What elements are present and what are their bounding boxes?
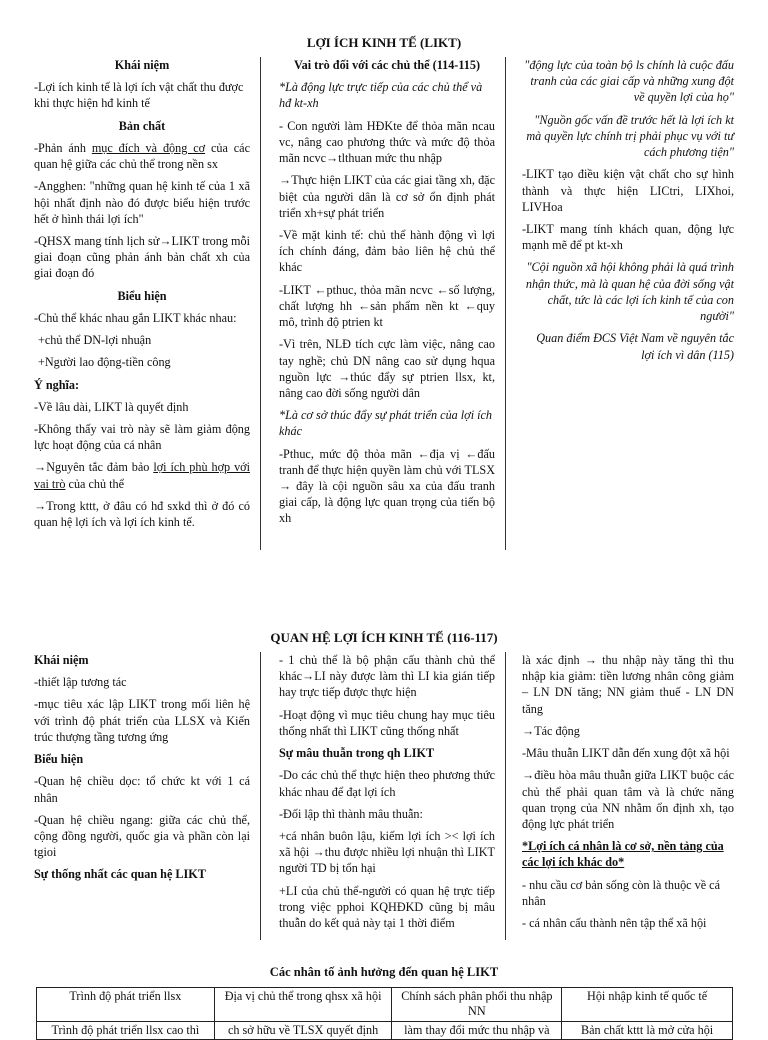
heading-mau-thuan: Sự mâu thuẫn trong qh LIKT bbox=[279, 746, 435, 761]
table-header-cell: Chính sách phân phối thu nhập NN bbox=[392, 988, 562, 1022]
section2-col-3 bbox=[522, 652, 734, 937]
heading-khai-niem: Khái niệm bbox=[114, 58, 170, 72]
table-cell: Trình độ phát triển llsx cao thì bbox=[37, 1021, 215, 1039]
text-y-nghia-4: →Trong kttt, ở đâu có hđ sxkd thì ở đó có quan hệ lợi ích và lợi ích kinh tế. bbox=[34, 498, 250, 530]
text-mt-3: +cá nhân buôn lậu, kiếm lợi ích >< lợi ích xã hội →thu được nhiều lợi nhuận thì LIKT người TD bị tổn hại bbox=[279, 828, 495, 876]
text-vai-tro-4: -LIKT ←pthuc, thỏa mãn ncvc ←số lượng, chất lượng hh ←sản phẩm nền kt ←quy mô, trình độ ptrien kt bbox=[279, 282, 495, 330]
text-c3-6: - nhu cầu cơ bản sống còn là thuộc về cá nhân bbox=[522, 877, 720, 908]
text-y-nghia-1: -Về lâu dài, LIKT là quyết định bbox=[34, 399, 189, 414]
heading-bieu-hien: Biểu hiện bbox=[117, 288, 167, 303]
text-vai-tro-5: -Vì trên, NLĐ tích cực làm việc, nâng cao tay nghề; chủ DN nâng cao sử dụng hqua nguồn lực →thúc đẩy sự ptrien llsx, kt, nâng cao đời sống người dân bbox=[279, 337, 495, 400]
text-y-nghia-2: -Không thấy vai trò này sẽ làm giảm động lực hoạt động của cá nhân bbox=[34, 421, 250, 453]
heading-thong-nhat: Sự thống nhất các quan hệ LIKT bbox=[34, 867, 206, 882]
section1-col-vai-tro bbox=[279, 57, 506, 550]
text-qh-1: -thiết lập tương tác bbox=[34, 675, 127, 690]
text-c3-7: - cá nhân cấu thành nên tập thể xã hội bbox=[522, 916, 707, 931]
quote-2: "Nguồn gốc vấn đề trước hết là lợi ích kt mà quyền lực chính trị phải phục vụ với tư cách phương tiện" bbox=[526, 112, 734, 160]
section3-title: Các nhân tố ảnh hưởng đến quan hệ LIKT bbox=[269, 965, 499, 979]
section1-col-trich-dan bbox=[522, 57, 734, 369]
text-ban-chat-3: -QHSX mang tính lịch sử→LIKT trong mỗi giai đoạn cũng phản ánh bản chất xh của giai đoạn đó bbox=[34, 233, 250, 281]
text-bieu-hien-1: -Chủ thể khác nhau gắn LIKT khác nhau: bbox=[34, 310, 237, 325]
text-c3-3: -Mâu thuẫn LIKT dẫn đến xung đột xã hội bbox=[522, 746, 730, 761]
text-qh-3: -Quan hệ chiều dọc: tổ chức kt với 1 cá nhân bbox=[34, 774, 250, 805]
text-c3-2: →Tác động bbox=[522, 723, 580, 738]
text-likt-1: -LIKT tạo điều kiện vật chất cho sự hình thành và thực hiện LICtri, LIXhoi, LIVHoa bbox=[522, 167, 734, 214]
text-khai-niem: -Lợi ích kinh tế là lợi ích vật chất thu được khi thực hiện hđ kinh tế bbox=[34, 80, 244, 111]
section1-title: LỢI ÍCH KINH TẾ (LIKT) bbox=[306, 35, 462, 50]
table-cell: làm thay đổi mức thu nhập và bbox=[392, 1021, 562, 1039]
table-cell: Bản chất kttt là mở cửa hội bbox=[562, 1021, 733, 1039]
text-vai-tro-1: - Con người làm HĐKte để thỏa mãn ncau vc, nâng cao phương thức và mức độ thỏa mãn ncvc→tlthuan mức thu nhập bbox=[279, 118, 495, 166]
table-header-cell: Trình độ phát triển llsx bbox=[37, 988, 215, 1022]
text-y-nghia-3: →Nguyên tắc đảm bảo lợi ích phù hợp với vai trò của chủ thể bbox=[34, 460, 250, 491]
text-c3-5: *Lợi ích cá nhân là cơ sở, nền tảng của các lợi ích khác do* bbox=[522, 839, 724, 870]
table-cell: ch sở hữu về TLSX quyết định bbox=[214, 1021, 392, 1039]
text-ban-chat-2: -Angghen: "những quan hệ kinh tế của 1 xã hội nhất định nào đó được biểu hiện trước hết ở hình thái lợi ích" bbox=[34, 179, 250, 226]
table-header-row bbox=[37, 988, 733, 1022]
section1-col-khai-niem bbox=[34, 57, 261, 550]
text-c3-1: là xác định → thu nhập này tăng thì thu nhập kia giảm: tiền lương nhân công giảm – LN DN tăng; NN giảm thuế - LN DN tăng bbox=[522, 653, 734, 716]
text-qh-4: -Quan hệ chiều ngang: giữa các chủ thể, cộng đồng người, quốc gia và phần còn lại tgioi bbox=[34, 812, 250, 860]
text-vai-tro-sub2: *Là cơ sở thúc đẩy sự phát triển của lợi ích khác bbox=[279, 408, 493, 439]
text-likt-2: -LIKT mang tính khách quan, động lực mạnh mẽ để pt kt-xh bbox=[522, 221, 734, 253]
section2-col-1 bbox=[34, 652, 261, 940]
text-bieu-hien-3: +Người lao động-tiền công bbox=[38, 355, 171, 370]
text-vai-tro-sub1: *Là động lực trực tiếp của các chủ thể và hđ kt-xh bbox=[279, 80, 483, 111]
text-mt-1: -Do các chủ thể thực hiện theo phương thức khác nhau để đạt lợi ích bbox=[279, 768, 495, 799]
quote-1: "động lực của toàn bộ ls chính là cuộc đấu tranh của các giai cấp và những xung đột về quyền lợi của họ" bbox=[524, 58, 734, 105]
text-vai-tro-6: -Pthuc, mức độ thỏa mãn ←địa vị ←đấu tranh để thực hiện quyền làm chủ với TLSX → đây là cội nguồn sâu xa của đấu tranh giai cấp, là động lực quan trọng của tiến bộ xh bbox=[279, 446, 495, 526]
heading-bieu-hien-2: Biểu hiện bbox=[34, 752, 84, 767]
text-ban-chat-1: -Phản ánh mục đích và động cơ của các quan hệ giữa các chủ thể trong nền sx bbox=[34, 140, 250, 172]
text-mt-4: +LI của chủ thể-người có quan hệ trực tiếp trong việc pphoi KQHĐKD cũng bị mâu thuẫn do kết quả này tại 1 thời điểm bbox=[279, 883, 495, 931]
text-mt-2: -Đối lập thì thành mâu thuẫn: bbox=[279, 806, 423, 821]
text-vai-tro-3: -Về mặt kinh tế: chủ thể hành động vì lợi ích chính đáng, đảm bảo liên hệ chủ thể khác bbox=[279, 227, 495, 275]
text-qh-2: -mục tiêu xác lập LIKT trong mối liên hệ với trình độ phát triển của LLSX và Kiến trúc thượng tầng tương ứng bbox=[34, 697, 250, 744]
heading-vai-tro: Vai trò đối với các chủ thể (114-115) bbox=[293, 58, 481, 72]
text-bieu-hien-2: +chủ thể DN-lợi nhuận bbox=[38, 333, 152, 348]
factors-table bbox=[36, 987, 733, 1040]
quote-4: Quan điểm ĐCS Việt Nam về nguyên tắc lợi ích vì dân (115) bbox=[536, 331, 734, 362]
quote-3: "Cội nguồn xã hội không phải là quá trình nhận thức, mà là quan hệ của đời sống vật chất, tức là các lợi ích kinh tế của con người" bbox=[525, 260, 734, 324]
heading-ban-chat: Bản chất bbox=[118, 118, 166, 133]
text-c3-4: →điều hòa mâu thuẫn giữa LIKT buộc các chủ thể phải quan tâm và là chức năng quan trọng của NN nhằm ổn định xh, tạo động lực phát triển bbox=[522, 768, 734, 831]
text-tn-2: -Hoạt động vì mục tiêu chung hay mục tiêu thống nhất thì LIKT cũng thống nhất bbox=[279, 707, 495, 738]
section2-col-2 bbox=[279, 652, 506, 940]
table-header-cell: Hội nhập kinh tế quốc tế bbox=[562, 988, 733, 1022]
heading-khai-niem-2: Khái niệm bbox=[34, 653, 89, 667]
text-vai-tro-2: →Thực hiện LIKT của các giai tầng xh, đặc biệt của người dân là cơ sở ổn định phát triển xh+sự phát triển bbox=[279, 173, 495, 220]
section2-title: QUAN HỆ LỢI ÍCH KINH TẾ (116-117) bbox=[270, 630, 498, 645]
heading-y-nghia: Ý nghĩa: bbox=[34, 377, 80, 392]
text-tn-1: - 1 chủ thể là bộ phận cấu thành chủ thể khác→LI này được làm thì LI kia gián tiếp hay trực tiếp được thực hiện bbox=[279, 653, 495, 700]
table-header-cell: Địa vị chủ thể trong qhsx xã hội bbox=[214, 988, 392, 1022]
